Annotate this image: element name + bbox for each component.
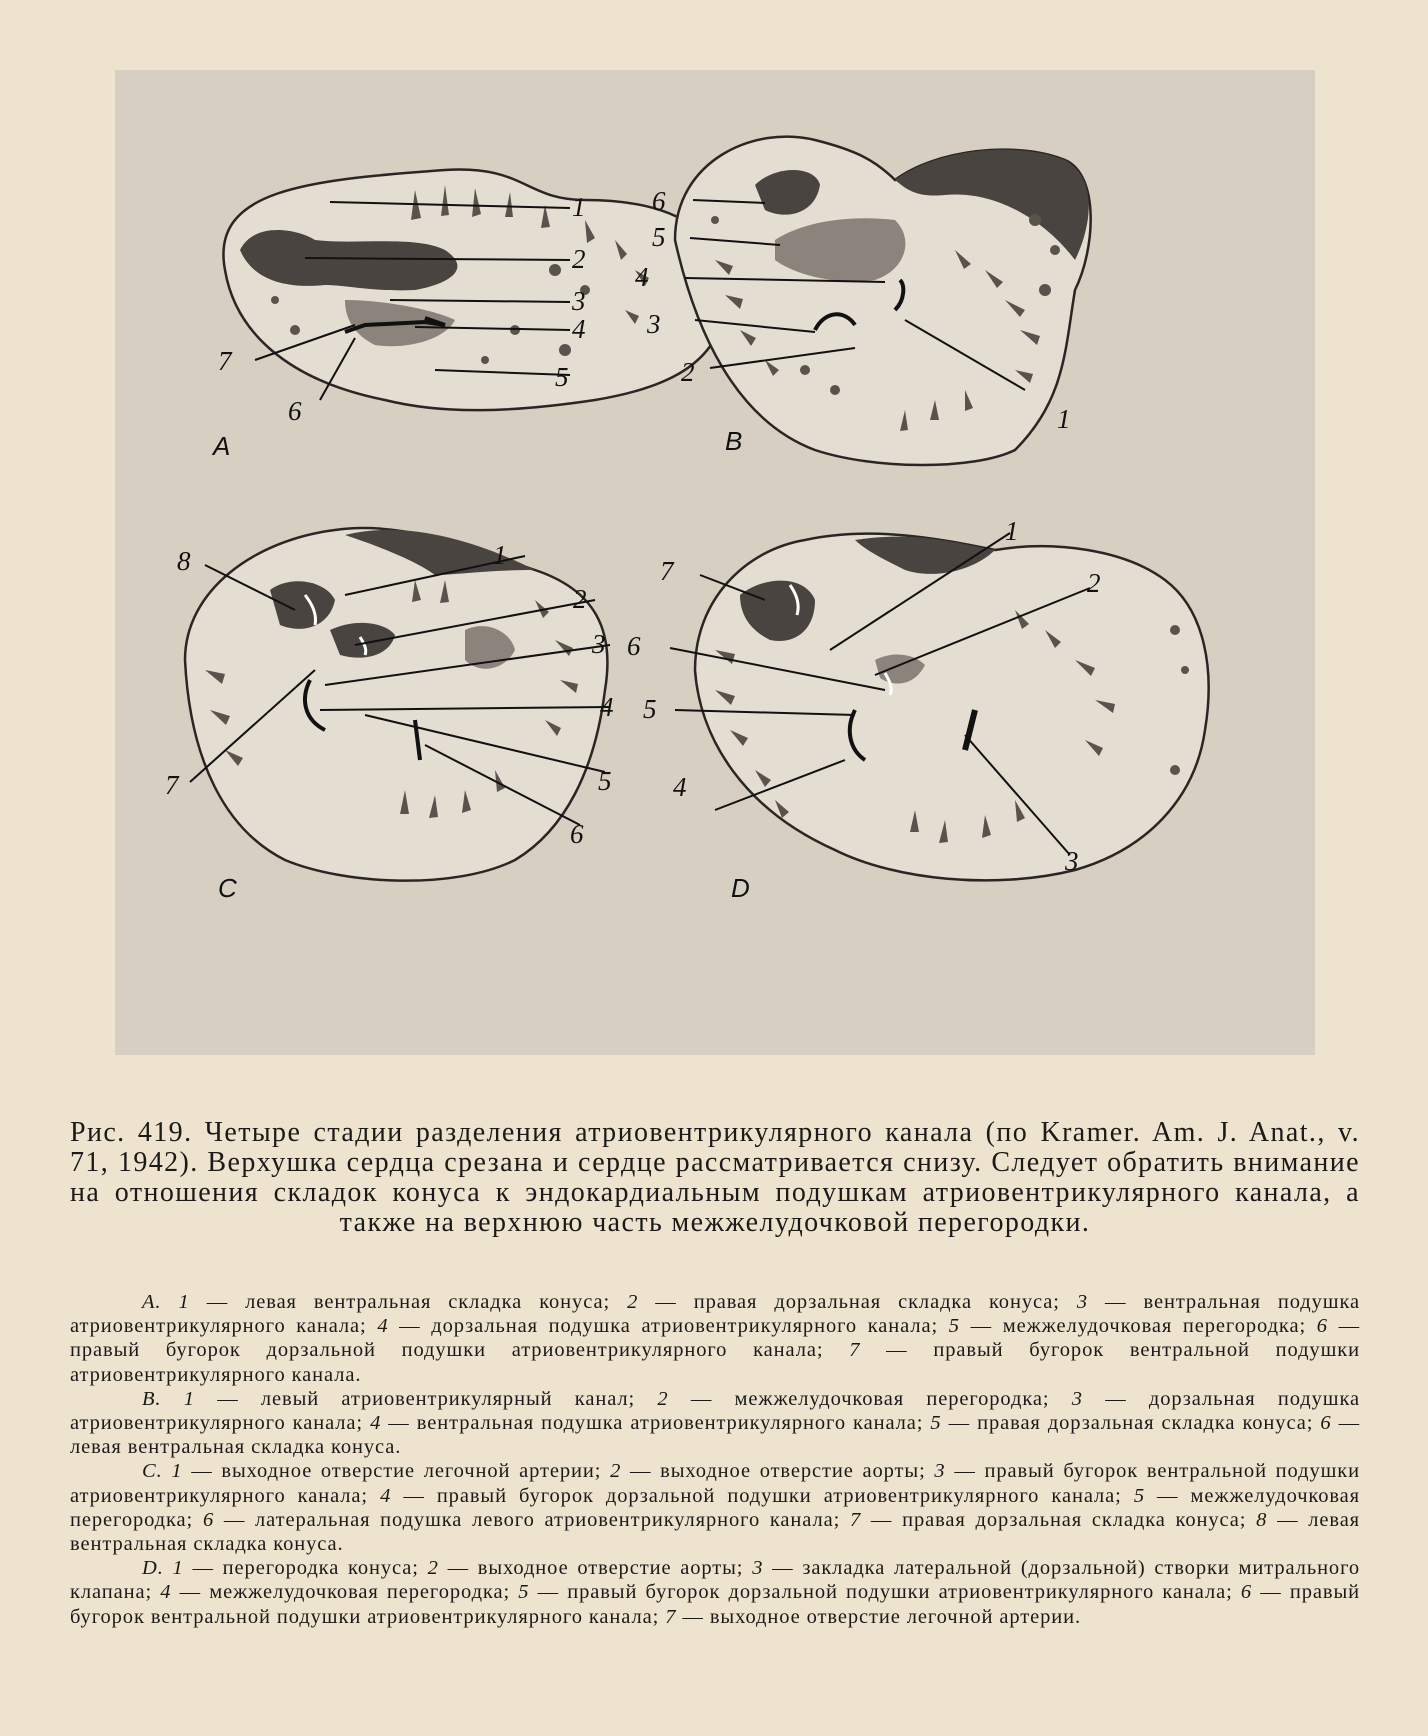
label-b-4: 4 bbox=[635, 262, 649, 292]
legend-item-number: 3 bbox=[752, 1557, 764, 1580]
legend-panel-letter: B. bbox=[142, 1387, 162, 1410]
legend-item-text: правый бугорок дорзальной подушки атриовентрикулярного канала; bbox=[70, 1339, 824, 1362]
label-a-3: 3 bbox=[572, 286, 586, 316]
legend-item-text: левый атриовентрикулярный канал; bbox=[260, 1387, 636, 1410]
legend-item-text: левая вентральная складка конуса; bbox=[245, 1291, 611, 1313]
legend-item-text: левая вентральная складка конуса. bbox=[70, 1436, 402, 1459]
legend-item-text: межжелудочковая перегородка; bbox=[1002, 1315, 1307, 1338]
legend-item-text: правый бугорок дорзальной подушки атриовентрикулярного канала; bbox=[436, 1484, 1122, 1507]
panel-letter-b: B bbox=[725, 426, 743, 456]
legend-paragraph: A. 1 — левая вентральная складка конуса; 2 — правая дорзальная складка конуса; 3 — вентральная подушка атриовентрикулярного канала; 4 — дорзальная подушка атриовентрикулярного канала; 5 — межжелудочковая перегородка; 6 — правый бугорок дорзальной подушки атриовентрикулярного канала; 7 — правый бугорок вентральной подушки атриовентрикулярного канала. bbox=[70, 1291, 1361, 1386]
panel-d-drawing bbox=[695, 534, 1209, 881]
figure-plate bbox=[115, 70, 1315, 1055]
legend-item-text: правая дорзальная складка конуса; bbox=[693, 1291, 1060, 1313]
legend-item-text: межжелудочковая перегородка; bbox=[209, 1581, 511, 1604]
legend-item-number: 6 bbox=[1240, 1581, 1253, 1604]
label-a-4: 4 bbox=[572, 314, 586, 344]
legend-item-text: правая дорзальная складка конуса; bbox=[977, 1412, 1314, 1435]
figure-legend bbox=[70, 1290, 1360, 1629]
legend-item-number: 7 bbox=[849, 1339, 861, 1362]
legend-paragraph: B. 1 — левый атриовентрикулярный канал; 2 — межжелудочковая перегородка; 3 — дорзальная подушка атриовентрикулярного канала; 4 — вентральная подушка атриовентрикулярного канала; 5 — правая дорзальная складка конуса; 6 — левая вентральная складка конуса. bbox=[70, 1387, 1360, 1459]
label-a-5: 5 bbox=[555, 362, 569, 392]
legend-item-text: дорзальная подушка атриовентрикулярного канала; bbox=[431, 1315, 939, 1338]
legend-item-text: вентральная подушка атриовентрикулярного канала; bbox=[416, 1412, 924, 1435]
legend-item-number: 4 bbox=[377, 1315, 389, 1338]
label-b-1: 1 bbox=[1057, 404, 1071, 434]
legend-item-number: 1 bbox=[178, 1291, 190, 1313]
legend-panel-letter: C. bbox=[142, 1460, 163, 1483]
label-d-4: 4 bbox=[673, 772, 687, 802]
label-c-8: 8 bbox=[177, 546, 191, 576]
legend-item-number: 5 bbox=[930, 1412, 942, 1435]
legend-item-number: 2 bbox=[427, 1557, 439, 1580]
label-d-5: 5 bbox=[643, 694, 657, 724]
legend-item-text: левая вентральная складка конуса. bbox=[70, 1508, 1361, 1556]
legend-item-text: выходное отверстие аорты; bbox=[660, 1460, 926, 1483]
legend-item-number: 2 bbox=[610, 1460, 622, 1483]
legend-item-number: 3 bbox=[1076, 1291, 1089, 1313]
legend-item-text: латеральная подушка левого атриовентрикулярного канала; bbox=[255, 1508, 841, 1531]
label-c-5: 5 bbox=[598, 766, 612, 796]
label-d-7: 7 bbox=[660, 556, 674, 586]
legend-item-text: правый бугорок вентральной подушки атриовентрикулярного канала; bbox=[70, 1460, 1361, 1507]
label-b-2: 2 bbox=[681, 357, 695, 387]
legend-item-text: правая дорзальная складка конуса; bbox=[902, 1508, 1247, 1531]
label-b-3: 3 bbox=[647, 309, 661, 339]
legend-item-number: 6 bbox=[1320, 1412, 1332, 1435]
legend-item-number: 2 bbox=[657, 1387, 669, 1410]
legend-item-number: 7 bbox=[665, 1605, 677, 1628]
legend-item-number: 5 bbox=[518, 1581, 530, 1604]
label-a-1: 1 bbox=[572, 192, 586, 222]
legend-item-number: 6 bbox=[202, 1508, 215, 1531]
legend-item-number: 5 bbox=[948, 1315, 960, 1338]
legend-item-number: 7 bbox=[849, 1508, 862, 1531]
legend-item-text: межжелудочковая перегородка; bbox=[70, 1484, 1361, 1531]
label-c-2: 2 bbox=[573, 584, 587, 614]
label-c-7: 7 bbox=[165, 770, 179, 800]
legend-item-text: правый бугорок вентральной подушки атриовентрикулярного канала. bbox=[70, 1339, 1360, 1386]
panel-c-drawing bbox=[185, 528, 607, 881]
label-a-2: 2 bbox=[572, 244, 586, 274]
panel-letter-c: C bbox=[218, 873, 237, 903]
label-a-6: 6 bbox=[288, 396, 302, 426]
legend-item-text: правый бугорок вентральной подушки атриовентрикулярного канала; bbox=[70, 1581, 1361, 1628]
label-a-7: 7 bbox=[218, 346, 232, 376]
legend-item-number: 1 bbox=[172, 1557, 184, 1580]
legend-item-text: перегородка конуса; bbox=[222, 1557, 419, 1580]
legend-item-number: 5 bbox=[1133, 1484, 1145, 1507]
heart-sections-illustration bbox=[115, 70, 1315, 1055]
label-b-5: 5 bbox=[652, 222, 666, 252]
legend-item-number: 1 bbox=[171, 1460, 183, 1483]
figure-caption: Рис. 419. Четыре стадии разделения атриовентрикулярного канала (по Kramer. Am. J. Anat., v. 71, 1942). Верхушка сердца срезана и сердце рассматривается снизу. Следует обратить внимание на отношения складок конуса к эндокардиальным подушкам атриовентрикулярного канала, а также на верхнюю часть межжелудочковой перегородки. bbox=[70, 1117, 1360, 1238]
legend-item-text: выходное отверстие аорты; bbox=[477, 1557, 744, 1580]
legend-item-number: 1 bbox=[183, 1387, 195, 1410]
legend-item-text: правый бугорок дорзальной подушки атриовентрикулярного канала; bbox=[567, 1581, 1233, 1604]
legend-item-number: 4 bbox=[380, 1484, 392, 1507]
label-c-6: 6 bbox=[570, 819, 584, 849]
legend-item-number: 4 bbox=[370, 1412, 382, 1435]
legend-item-number: 8 bbox=[1256, 1508, 1268, 1531]
legend-item-number: 3 bbox=[934, 1460, 946, 1483]
legend-item-text: закладка латеральной (дорзальной) створки митрального клапана; bbox=[70, 1557, 1361, 1604]
label-c-4: 4 bbox=[600, 692, 614, 722]
legend-paragraph: D. 1 — перегородка конуса; 2 — выходное отверстие аорты; 3 — закладка латеральной (дорзальной) створки митрального клапана; 4 — межжелудочковая перегородка; 5 — правый бугорок дорзальной подушки атриовентрикулярного канала; 6 — правый бугорок вентральной подушки атриовентрикулярного канала; 7 — выходное отверстие легочной артерии. bbox=[70, 1557, 1361, 1628]
label-c-3: 3 bbox=[592, 629, 606, 659]
legend-item-text: вентральная подушка атриовентрикулярного канала; bbox=[70, 1291, 1361, 1338]
panel-letter-a: A bbox=[213, 431, 231, 461]
legend-panel-letter: A. bbox=[142, 1291, 162, 1313]
legend-item-number: 2 bbox=[627, 1291, 639, 1313]
label-b-6: 6 bbox=[652, 186, 666, 216]
legend-item-text: межжелудочковая перегородка; bbox=[734, 1387, 1050, 1410]
legend-item-number: 6 bbox=[1316, 1315, 1328, 1338]
label-d-3: 3 bbox=[1065, 846, 1079, 876]
legend-paragraph: C. 1 — выходное отверстие легочной артерии; 2 — выходное отверстие аорты; 3 — правый бугорок вентральной подушки атриовентрикулярного канала; 4 — правый бугорок дорзальной подушки атриовентрикулярного канала; 5 — межжелудочковая перегородка; 6 — латеральная подушка левого атриовентрикулярного канала; 7 — правая дорзальная складка конуса; 8 — левая вентральная складка конуса. bbox=[70, 1460, 1361, 1556]
legend-item-number: 4 bbox=[160, 1581, 172, 1604]
label-d-6: 6 bbox=[627, 631, 641, 661]
label-c-1: 1 bbox=[493, 540, 507, 570]
legend-item-text: выходное отверстие легочной артерии; bbox=[221, 1460, 602, 1483]
legend-panel-letter: D. bbox=[142, 1557, 164, 1580]
panel-letter-d: D bbox=[731, 873, 750, 903]
legend-item-number: 3 bbox=[1071, 1387, 1083, 1410]
label-d-2: 2 bbox=[1087, 568, 1101, 598]
legend-item-text: выходное отверстие легочной артерии. bbox=[709, 1605, 1082, 1628]
label-d-1: 1 bbox=[1005, 516, 1019, 546]
legend-item-text: дорзальная подушка атриовентрикулярного канала; bbox=[70, 1387, 1360, 1435]
panel-b-drawing bbox=[675, 137, 1091, 465]
